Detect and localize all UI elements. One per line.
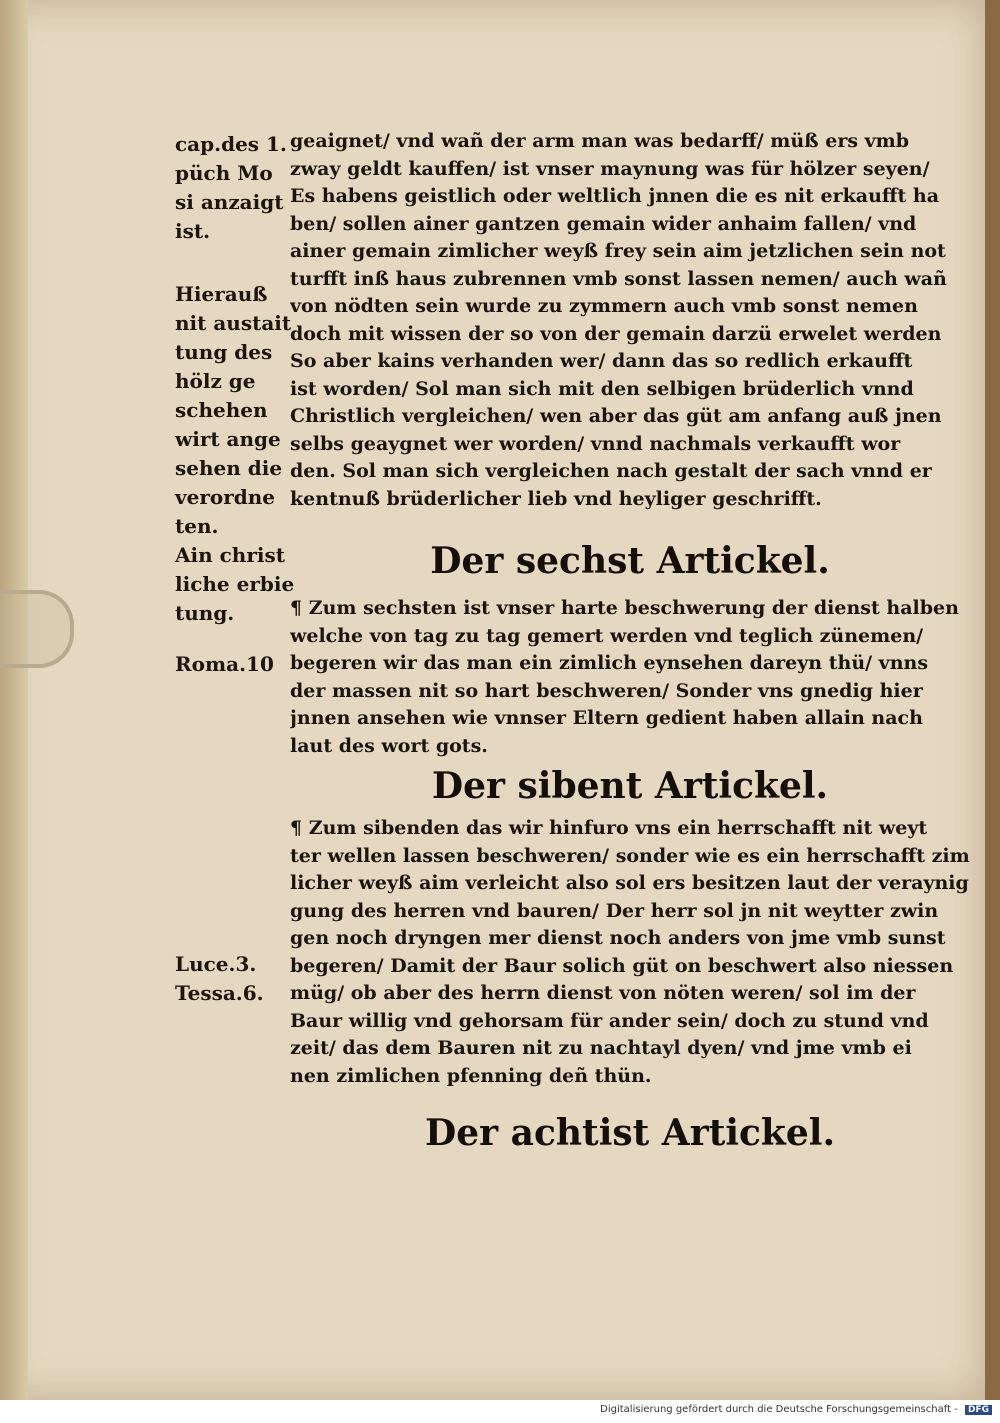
margin-note-luce	[175, 950, 293, 1008]
text-line: Baur willig vnd gehorsam für ander sein/ doch zu stund vnd	[290, 1009, 929, 1032]
margin-line: wirt ange	[175, 427, 281, 451]
text-line: kentnuß brüderlicher lieb vnd heyliger geschrifft.	[290, 487, 822, 510]
text-line: geaignet/ vnd wañ der arm man was bedarff/ müß ers vmb	[290, 130, 910, 152]
margin-line: si anzaigt	[175, 190, 284, 214]
margin-line: hölz ge	[175, 369, 256, 393]
footer-bar	[0, 1400, 1000, 1423]
text-line: ist worden/ Sol man sich mit den selbigen brüderlich vnnd	[290, 377, 914, 400]
text-line: gung des herren vnd bauren/ Der herr sol jn nit weytter zwin	[290, 899, 939, 922]
margin-line: püch Mo	[175, 161, 273, 185]
margin-line: Ain christ	[175, 543, 285, 567]
text-line: den. Sol man sich vergleichen nach gestalt der sach vnnd er	[290, 460, 932, 482]
text-line: begeren wir das man ein zimlich eynsehen dareyn thü/ vnns	[290, 652, 929, 674]
text-block-1	[290, 128, 970, 513]
margin-line: schehen	[175, 398, 268, 422]
margin-line: Roma.10	[175, 652, 274, 676]
text-line: turfft inß haus zubrennen vmb sonst lassen nemen/ auch wañ	[290, 267, 947, 290]
text-block-3	[290, 815, 970, 1090]
dfg-logo: DFG	[965, 1405, 992, 1415]
page-edge	[0, 0, 28, 1400]
margin-line: verordne	[175, 485, 276, 509]
text-line: begeren/ Damit der Baur solich güt on beschwert also niessen	[290, 954, 954, 977]
margin-line: tung des	[175, 340, 273, 364]
text-line: Es habens geistlich oder weltlich jnnen die es nit erkaufft ha	[290, 185, 940, 207]
text-line: laut des wort gots.	[290, 734, 488, 757]
text-line: zway geldt kauffen/ ist vnser maynung was für hölzer seyen/	[290, 157, 930, 180]
text-line: ter wellen lassen beschweren/ sonder wie es ein herrschafft zim	[290, 844, 970, 867]
margin-line: Tessa.6.	[175, 981, 264, 1005]
margin-line: tung.	[175, 601, 235, 625]
margin-line: liche erbie	[175, 572, 295, 596]
margin-line: Hierauß	[175, 282, 268, 306]
margin-line: ist.	[175, 219, 211, 243]
text-line: der massen nit so hart beschweren/ Sonder vns gnedig hier	[290, 679, 923, 702]
page-clip	[0, 590, 74, 668]
heading-article-8: Der achtist Artickel.	[425, 1112, 835, 1154]
text-line: von nödten sein wurde zu zymmern auch vmb sonst nemen	[290, 295, 918, 317]
margin-line: Luce.3.	[175, 952, 257, 976]
text-line: nen zimlichen pfenning deñ thün.	[290, 1064, 652, 1087]
text-block-2	[290, 595, 970, 760]
margin-note-hierauss	[175, 280, 293, 628]
heading-article-6: Der sechst Artickel.	[430, 540, 830, 582]
margin-note-chapter	[175, 130, 293, 246]
margin-note-roma	[175, 650, 293, 679]
heading-article-7: Der sibent Artickel.	[431, 765, 829, 807]
margin-line: nit austait	[175, 311, 292, 335]
text-line: müg/ ob aber des herrn dienst von nöten weren/ sol im der	[290, 982, 916, 1004]
text-line: So aber kains verhanden wer/ dann das so redlich erkaufft	[290, 350, 913, 372]
text-line: Christlich vergleichen/ wen aber das güt am anfang auß jnen	[290, 405, 942, 427]
footer-credit-text: Digitalisierung gefördert durch die Deutsche Forschungsgemeinschaft -	[600, 1404, 958, 1415]
text-line: jnnen ansehen wie vnnser Eltern gedient haben allain nach	[290, 707, 923, 729]
margin-line: ten.	[175, 514, 219, 538]
text-line: selbs geaygnet wer worden/ vnnd nachmals verkaufft wor	[290, 432, 901, 455]
text-line: welche von tag zu tag gemert werden vnd teglich zünemen/	[290, 624, 924, 647]
text-line: licher weyß aim verleicht also sol ers besitzen laut der veraynig	[290, 872, 969, 894]
margin-line: cap.des 1.	[175, 132, 287, 156]
text-line: gen noch dryngen mer dienst noch anders von jme vmb sunst	[290, 927, 946, 949]
text-line: doch mit wissen der so von der gemain darzü erwelet werden	[290, 322, 942, 345]
text-line: ainer gemain zimlicher weyß frey sein aim jetzlichen sein not	[290, 240, 946, 262]
margin-line: sehen die	[175, 456, 283, 480]
text-line: zeit/ das dem Bauren nit zu nachtayl dyen/ vnd jme vmb ei	[290, 1037, 912, 1059]
text-line: ¶ Zum sechsten ist vnser harte beschwerung der dienst halben	[290, 597, 959, 619]
text-line: ¶ Zum sibenden das wir hinfuro vns ein herrschafft nit weyt	[290, 817, 928, 839]
text-line: ben/ sollen ainer gantzen gemain wider anhaim fallen/ vnd	[290, 212, 917, 235]
footer-credit	[600, 1404, 992, 1415]
